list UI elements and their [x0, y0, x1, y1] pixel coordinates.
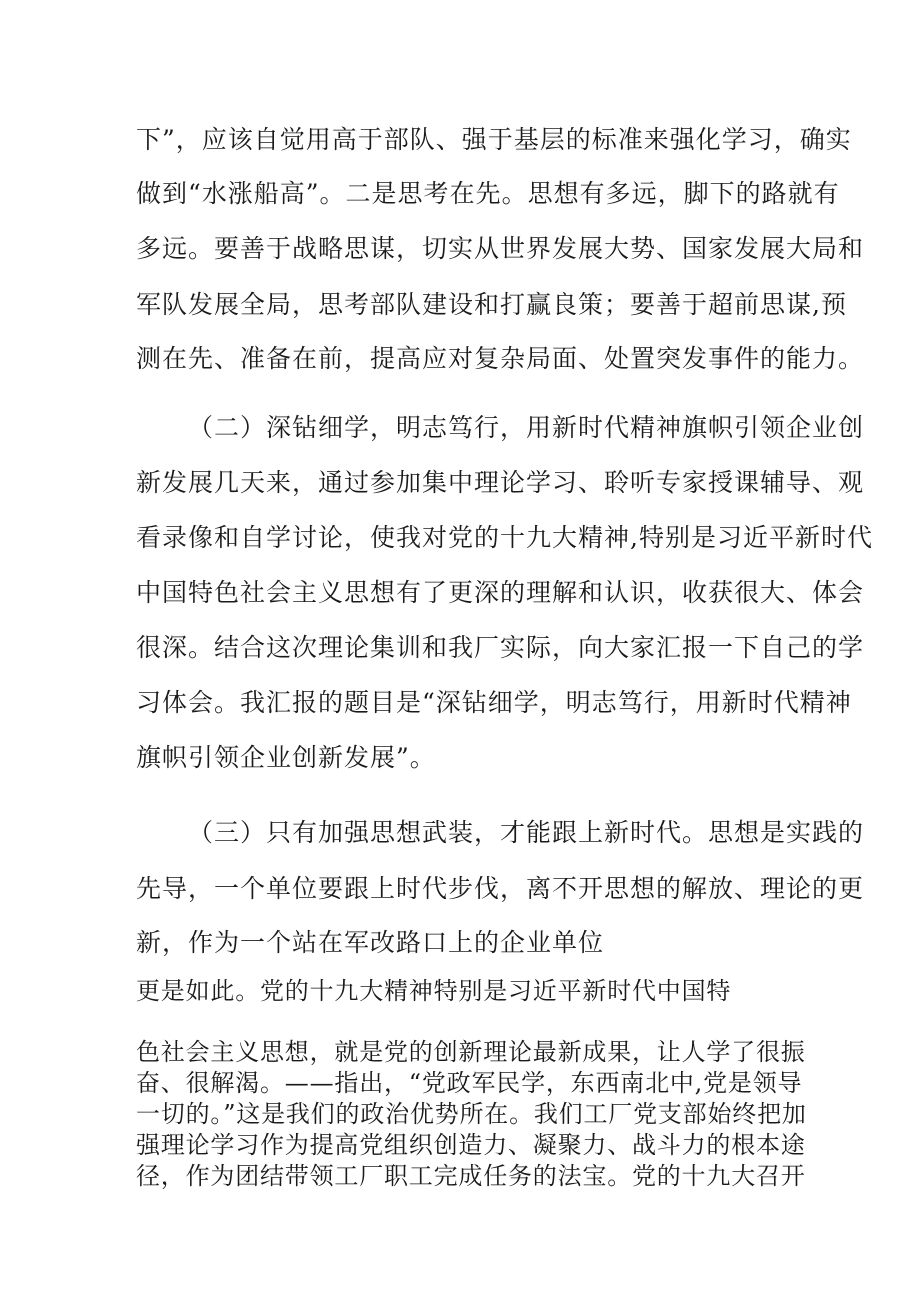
paragraph-1-line-5: 测在先、准备在前，提高应对复杂局面、处置突发事件的能力。 [136, 344, 865, 373]
paragraph-2-line-7: 旗帜引领企业创新发展”。 [136, 743, 436, 772]
paragraph-3-line-9: 径，作为团结带领工厂职工完成任务的法宝。党的十九大召开 [136, 1162, 806, 1190]
paragraph-1-line-2: 做到“水涨船高”。二是思考在先。思想有多远，脚下的路就有 [136, 179, 840, 208]
paragraph-3-line-2: 先导，一个单位要跟上时代步伐，离不开思想的解放、理论的更 [136, 874, 865, 903]
paragraph-3-line-4: 更是如此。党的十九大精神特别是习近平新时代中国特 [136, 977, 732, 1005]
paragraph-2-line-1: （二）深钻细学，明志笃行，用新时代精神旗帜引领企业创 [188, 413, 865, 442]
paragraph-1-line-1: 下”，应该自觉用高于部队、强于基层的标准来强化学习，确实 [136, 125, 852, 154]
paragraph-2-line-3: 看录像和自学讨论，使我对党的十九大精神,特别是习近平新时代 [136, 523, 873, 552]
paragraph-3-line-3: 新，作为一个站在军改路口上的企业单位 [136, 928, 605, 957]
paragraph-1-line-3: 多远。要善于战略思谋，切实从世界发展大势、国家发展大局和 [136, 234, 865, 263]
paragraph-2-line-6: 习体会。我汇报的题目是“深钻细学，明志笃行，用新时代精神 [136, 688, 852, 717]
paragraph-3-line-5: 色社会主义思想，就是党的创新理论最新成果，让人学了很振 [136, 1038, 806, 1066]
paragraph-2-line-5: 很深。结合这次理论集训和我厂实际，向大家汇报一下自己的学 [136, 633, 865, 662]
paragraph-3-line-7: 一切的。”这是我们的政治优势所在。我们工厂党支部始终把加 [136, 1100, 807, 1128]
paragraph-2-line-4: 中国特色社会主义思想有了更深的理解和认识，收获很大、体会 [136, 578, 865, 607]
paragraph-1-line-4: 军队发展全局，思考部队建设和打赢良策；要善于超前思谋,预 [136, 290, 847, 319]
paragraph-2-line-2: 新发展几天来，通过参加集中理论学习、聆听专家授课辅导、观 [136, 468, 865, 497]
paragraph-3-line-6: 奋、很解渴。——指出，“党政军民学，东西南北中,党是领导 [136, 1069, 803, 1097]
paragraph-3-line-8: 强理论学习作为提高党组织创造力、凝聚力、战斗力的根本途 [136, 1131, 806, 1159]
paragraph-3-line-1: （三）只有加强思想武装，才能跟上新时代。思想是实践的 [188, 818, 865, 847]
